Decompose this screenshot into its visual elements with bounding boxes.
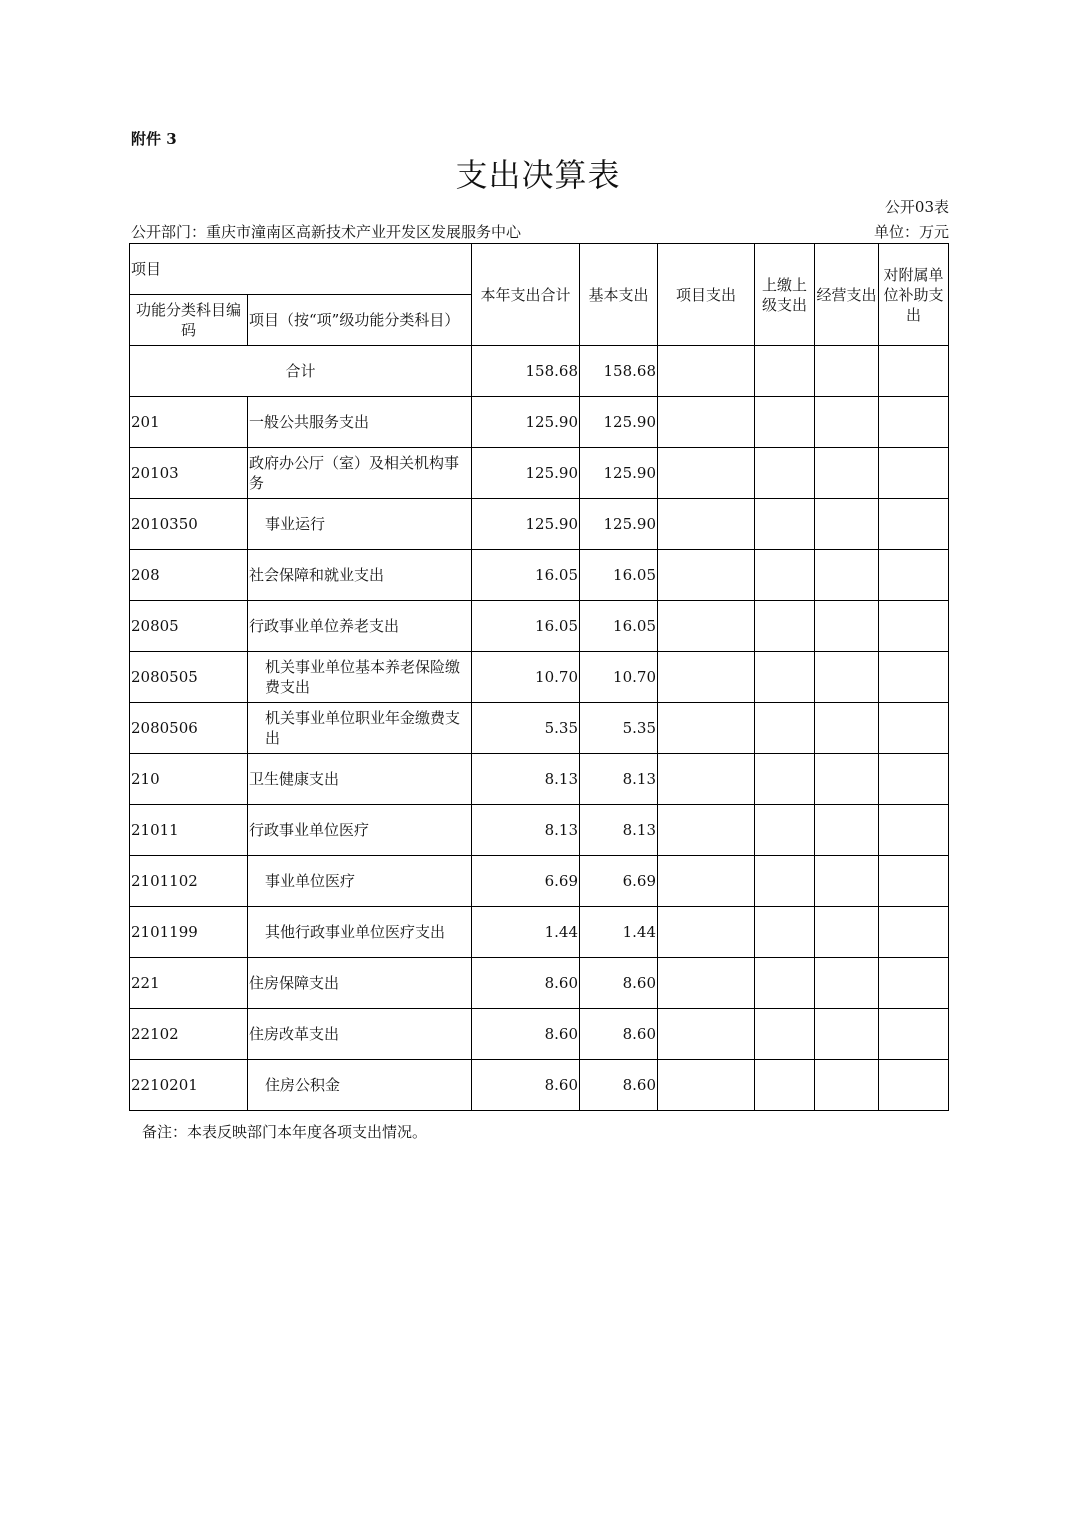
row-project — [658, 448, 755, 499]
row-project — [658, 805, 755, 856]
row-name: 事业单位医疗 — [248, 856, 472, 907]
row-project — [658, 601, 755, 652]
row-business — [815, 1060, 879, 1111]
total-project — [658, 346, 755, 397]
department-label: 公开部门：重庆市潼南区高新技术产业开发区发展服务中心 — [131, 223, 522, 241]
row-subsidy — [879, 448, 949, 499]
row-business — [815, 397, 879, 448]
header-subsidy: 对附属单位补助支出 — [879, 244, 949, 346]
attachment-label: 附件 3 — [131, 130, 177, 148]
table-row — [130, 907, 949, 958]
row-subsidy — [879, 907, 949, 958]
row-total: 16.05 — [472, 601, 580, 652]
row-code: 2101199 — [130, 907, 248, 958]
row-business — [815, 601, 879, 652]
table-row — [130, 499, 949, 550]
row-basic: 1.44 — [580, 907, 658, 958]
table-row — [130, 1060, 949, 1111]
row-code: 2210201 — [130, 1060, 248, 1111]
row-total: 8.13 — [472, 805, 580, 856]
row-total: 5.35 — [472, 703, 580, 754]
row-basic: 125.90 — [580, 499, 658, 550]
row-code: 2080506 — [130, 703, 248, 754]
table-row — [130, 550, 949, 601]
table-row — [130, 856, 949, 907]
row-total: 125.90 — [472, 499, 580, 550]
row-business — [815, 754, 879, 805]
row-total: 125.90 — [472, 397, 580, 448]
total-business — [815, 346, 879, 397]
row-upper — [755, 499, 815, 550]
row-basic: 6.69 — [580, 856, 658, 907]
row-name: 社会保障和就业支出 — [248, 550, 472, 601]
row-name: 其他行政事业单位医疗支出 — [248, 907, 472, 958]
row-basic: 5.35 — [580, 703, 658, 754]
row-business — [815, 652, 879, 703]
row-name: 政府办公厅（室）及相关机构事务 — [248, 448, 472, 499]
page-title: 支出决算表 — [455, 156, 621, 194]
row-subsidy — [879, 652, 949, 703]
table-row — [130, 1009, 949, 1060]
unit-label: 单位：万元 — [873, 223, 949, 241]
row-code: 221 — [130, 958, 248, 1009]
header-business: 经营支出 — [815, 244, 879, 346]
row-upper — [755, 907, 815, 958]
row-total: 125.90 — [472, 448, 580, 499]
expenditure-table — [129, 243, 949, 1111]
row-upper — [755, 652, 815, 703]
row-total: 8.60 — [472, 1060, 580, 1111]
total-amount: 158.68 — [472, 346, 580, 397]
row-basic: 10.70 — [580, 652, 658, 703]
row-subsidy — [879, 550, 949, 601]
row-total: 6.69 — [472, 856, 580, 907]
row-project — [658, 1060, 755, 1111]
row-upper — [755, 1009, 815, 1060]
row-upper — [755, 805, 815, 856]
header-basic: 基本支出 — [580, 244, 658, 346]
row-code: 21011 — [130, 805, 248, 856]
row-basic: 16.05 — [580, 601, 658, 652]
row-business — [815, 856, 879, 907]
row-upper — [755, 448, 815, 499]
row-basic: 8.60 — [580, 1060, 658, 1111]
row-business — [815, 907, 879, 958]
row-business — [815, 499, 879, 550]
row-business — [815, 703, 879, 754]
row-basic: 125.90 — [580, 448, 658, 499]
form-number: 公开03表 — [884, 198, 949, 216]
row-subsidy — [879, 805, 949, 856]
table-row — [130, 397, 949, 448]
row-total: 16.05 — [472, 550, 580, 601]
row-name: 住房保障支出 — [248, 958, 472, 1009]
row-code: 210 — [130, 754, 248, 805]
row-code: 2010350 — [130, 499, 248, 550]
row-name: 事业运行 — [248, 499, 472, 550]
row-subsidy — [879, 856, 949, 907]
row-business — [815, 550, 879, 601]
row-total: 8.60 — [472, 1009, 580, 1060]
row-subsidy — [879, 754, 949, 805]
row-project — [658, 499, 755, 550]
row-project — [658, 907, 755, 958]
row-name: 行政事业单位医疗 — [248, 805, 472, 856]
total-subsidy — [879, 346, 949, 397]
row-project — [658, 703, 755, 754]
row-subsidy — [879, 601, 949, 652]
row-business — [815, 958, 879, 1009]
row-project — [658, 754, 755, 805]
table-row — [130, 958, 949, 1009]
row-basic: 8.60 — [580, 1009, 658, 1060]
table-row — [130, 703, 949, 754]
row-name: 机关事业单位职业年金缴费支出 — [248, 703, 472, 754]
row-basic: 125.90 — [580, 397, 658, 448]
row-subsidy — [879, 499, 949, 550]
row-upper — [755, 958, 815, 1009]
row-upper — [755, 550, 815, 601]
row-total: 8.13 — [472, 754, 580, 805]
total-row — [130, 346, 949, 397]
row-total: 10.70 — [472, 652, 580, 703]
row-upper — [755, 856, 815, 907]
row-subsidy — [879, 703, 949, 754]
row-code: 22102 — [130, 1009, 248, 1060]
row-subsidy — [879, 1060, 949, 1111]
row-name: 机关事业单位基本养老保险缴费支出 — [248, 652, 472, 703]
row-subsidy — [879, 1009, 949, 1060]
row-upper — [755, 754, 815, 805]
row-upper — [755, 601, 815, 652]
row-code: 20103 — [130, 448, 248, 499]
header-item: 项目 — [130, 244, 472, 295]
header-upper: 上缴上级支出 — [755, 244, 815, 346]
total-upper — [755, 346, 815, 397]
row-upper — [755, 397, 815, 448]
row-subsidy — [879, 958, 949, 1009]
row-code: 20805 — [130, 601, 248, 652]
header-code: 功能分类科目编码 — [130, 295, 248, 346]
row-project — [658, 1009, 755, 1060]
row-name: 行政事业单位养老支出 — [248, 601, 472, 652]
header-project: 项目支出 — [658, 244, 755, 346]
row-code: 208 — [130, 550, 248, 601]
row-business — [815, 1009, 879, 1060]
row-name: 卫生健康支出 — [248, 754, 472, 805]
total-label: 合计 — [130, 346, 472, 397]
table-note: 备注：本表反映部门本年度各项支出情况。 — [142, 1123, 428, 1141]
row-name: 一般公共服务支出 — [248, 397, 472, 448]
row-project — [658, 958, 755, 1009]
header-total: 本年支出合计 — [472, 244, 580, 346]
row-business — [815, 448, 879, 499]
row-total: 8.60 — [472, 958, 580, 1009]
row-total: 1.44 — [472, 907, 580, 958]
row-subsidy — [879, 397, 949, 448]
row-name: 住房公积金 — [248, 1060, 472, 1111]
row-project — [658, 856, 755, 907]
row-upper — [755, 703, 815, 754]
row-name: 住房改革支出 — [248, 1009, 472, 1060]
table-row — [130, 754, 949, 805]
row-project — [658, 550, 755, 601]
table-row — [130, 652, 949, 703]
row-basic: 8.13 — [580, 805, 658, 856]
total-basic: 158.68 — [580, 346, 658, 397]
header-name: 项目（按“项”级功能分类科目） — [248, 295, 472, 346]
row-upper — [755, 1060, 815, 1111]
table-row — [130, 601, 949, 652]
row-project — [658, 397, 755, 448]
row-basic: 16.05 — [580, 550, 658, 601]
row-basic: 8.13 — [580, 754, 658, 805]
table-row — [130, 448, 949, 499]
row-code: 2101102 — [130, 856, 248, 907]
row-code: 201 — [130, 397, 248, 448]
row-business — [815, 805, 879, 856]
table-row — [130, 805, 949, 856]
row-basic: 8.60 — [580, 958, 658, 1009]
row-project — [658, 652, 755, 703]
row-code: 2080505 — [130, 652, 248, 703]
